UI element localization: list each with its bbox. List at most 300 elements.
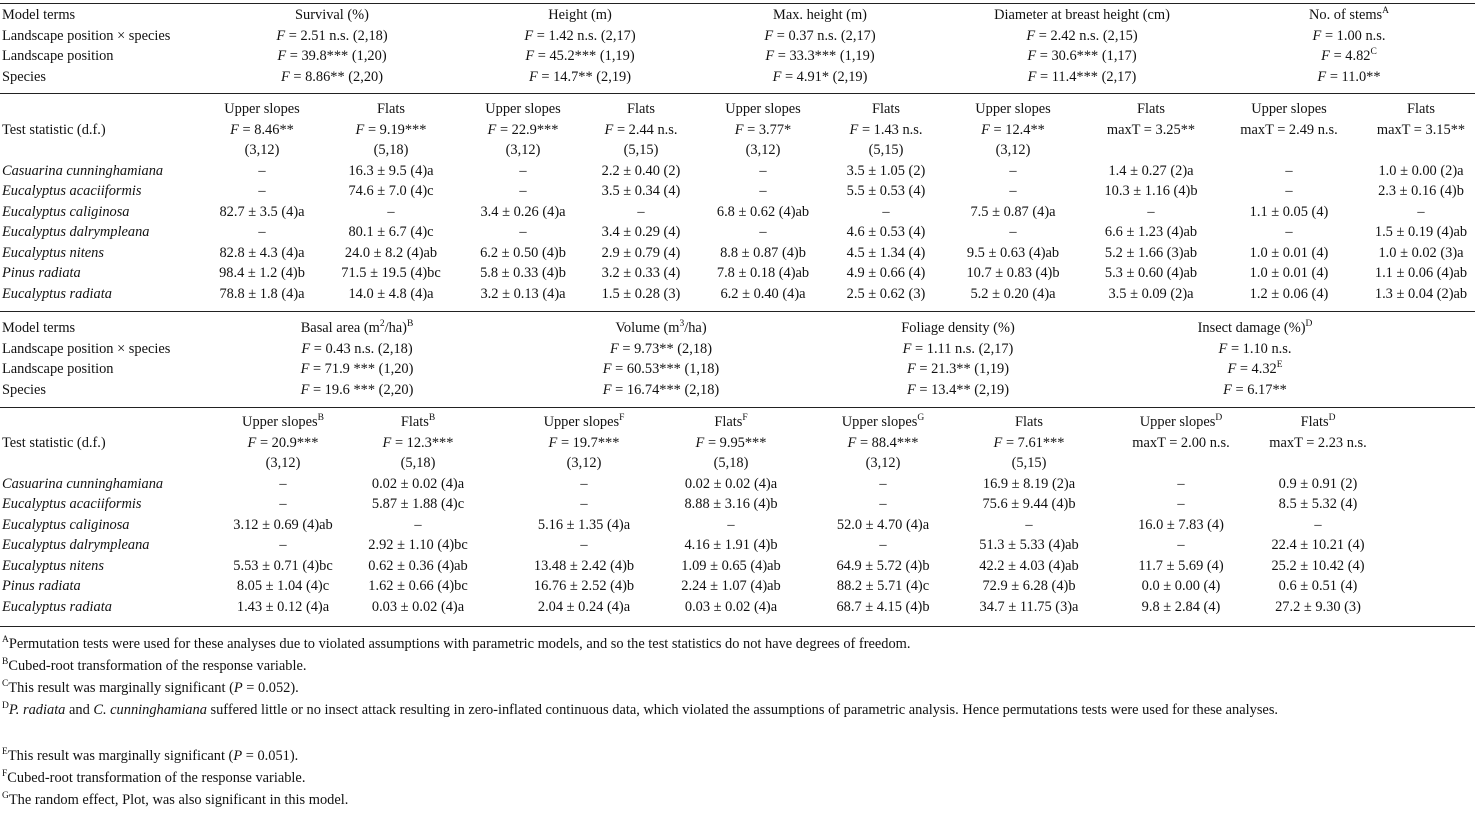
- table2-species-value-text: 0.03 ± 0.02 (4)a: [684, 598, 778, 615]
- table2-species-value: [1177, 494, 1184, 514]
- table1-footnote-mark: C: [1370, 47, 1377, 57]
- table1-model-column-header-text: Height (m): [548, 7, 612, 23]
- footnote-text: and: [65, 702, 94, 718]
- table2-test-statistic-label-text: Test statistic (d.f.): [2, 434, 106, 451]
- table2-test-statistic: [248, 433, 319, 453]
- table2-species-value: [837, 576, 929, 596]
- table2-species-value-text: 4.16 ± 1.91 (4)b: [684, 537, 778, 553]
- table2-species-value-text: 5.87 ± 1.88 (4)c: [371, 496, 465, 512]
- table1-model-term-text: Landscape position: [2, 48, 114, 64]
- table1-model-term-label: [2, 46, 114, 66]
- table1-species-value-text: –: [759, 162, 767, 179]
- table2-statistic-value: = 1.10 n.s.: [1227, 340, 1292, 357]
- table2-species-value-text: 16.0 ± 7.83 (4): [1138, 516, 1224, 533]
- table2-species-value: [980, 597, 1079, 617]
- table2-species-value: [534, 556, 634, 576]
- table1-degrees-of-freedom-text: (5,15): [623, 142, 659, 158]
- table1-species-name: [2, 161, 163, 181]
- table2-species-value: [837, 515, 929, 535]
- table1-model-column-header-text: Max. height (m): [773, 7, 867, 23]
- table2-statistic-value: = 19.6 *** (2,20): [309, 381, 414, 398]
- table2-species-value-text: –: [580, 537, 588, 553]
- table1-model-term-statistic: [529, 67, 631, 87]
- table1-species-value: [1009, 181, 1016, 201]
- table1-species-value-text: 1.0 ± 0.00 (2)a: [1378, 162, 1464, 179]
- table1-species-value: [602, 243, 681, 263]
- table1-species-value: [720, 243, 806, 263]
- table1-statistic-symbol: F: [280, 68, 290, 85]
- table2-species-value: [237, 576, 329, 596]
- table1-test-statistic-symbol: F: [487, 121, 497, 138]
- table1-model-term-statistic: [276, 26, 387, 46]
- table2-model-column-header-unit: /ha): [684, 320, 707, 336]
- footnote-mark: D: [2, 701, 9, 711]
- table1-species-value-text: –: [258, 224, 266, 240]
- table1-species-value-text: 7.8 ± 0.18 (4)ab: [716, 265, 810, 281]
- table1-species-value-text: 9.5 ± 0.63 (4)ab: [966, 244, 1060, 261]
- table2-model-term-label: [2, 380, 46, 400]
- table2-species-name: [2, 494, 142, 514]
- table2-model-terms-label: [2, 318, 75, 338]
- footnote-mark: E: [2, 747, 8, 757]
- table1-species-value: [1250, 243, 1329, 263]
- table1-position-column-header-text: Upper slopes: [224, 101, 300, 117]
- table2-species-value-text: 0.02 ± 0.02 (4)a: [684, 475, 778, 492]
- table2-test-statistic-symbol: F: [247, 434, 257, 451]
- table1-species-value-text: 78.8 ± 1.8 (4)a: [219, 285, 305, 302]
- table1-test-statistic-symbol: F: [355, 121, 365, 138]
- table2-test-statistic-symbol: F: [548, 434, 558, 451]
- table1-statistic-value: = 45.2*** (1,19): [534, 48, 635, 64]
- table1-species-value-text: 2.9 ± 0.79 (4): [601, 244, 681, 261]
- table1-model-term-statistic: [773, 67, 868, 87]
- table1-degrees-of-freedom: [506, 140, 541, 160]
- footnote-text: Cubed-root transformation of the response variable.: [8, 658, 307, 674]
- table2-model-column-header-text: Insect damage (%): [1197, 320, 1306, 336]
- table1-test-statistic-value: = 8.46**: [238, 121, 294, 138]
- table1-species-value-text: –: [1147, 203, 1155, 220]
- table1-species-value-text: 82.8 ± 4.3 (4)a: [219, 244, 305, 261]
- table1-species-value-text: 6.2 ± 0.50 (4)b: [480, 244, 566, 261]
- table2-species-value-text: 2.92 ± 1.10 (4)bc: [368, 537, 468, 553]
- table2-model-term-statistic: [610, 339, 712, 359]
- table2-model-term-statistic: [1227, 359, 1282, 379]
- table2-species-value: [1279, 474, 1358, 494]
- table1-statistic-value: = 1.42 n.s. (2,17): [533, 27, 636, 44]
- table2-species-name: [2, 576, 81, 596]
- table1-test-statistic: [1377, 120, 1465, 140]
- table2-statistic-value: = 0.43 n.s. (2,18): [310, 340, 413, 357]
- table2-species-name: [2, 556, 104, 576]
- table1-statistic-value: = 4.82: [1329, 48, 1371, 64]
- table2-species-value-text: 0.03 ± 0.02 (4)a: [371, 598, 465, 615]
- table1-statistic-symbol: F: [764, 27, 774, 44]
- table2-position-column-header: [1015, 412, 1043, 432]
- table1-species-value: [1250, 202, 1329, 222]
- table1-species-value: [602, 222, 681, 242]
- table2-position-column-header: [242, 412, 324, 432]
- table2-species-value: [879, 494, 886, 514]
- table2-test-statistic-value: = 7.61***: [1002, 434, 1065, 451]
- footnote-c: [2, 678, 1473, 698]
- table-bottom-rule: [0, 626, 1475, 627]
- table1-species-value: [1105, 222, 1197, 242]
- table2-footnote-mark: D: [1305, 319, 1313, 329]
- table2-species-value: [279, 535, 286, 555]
- table2-species-value-text: 25.2 ± 10.42 (4): [1271, 557, 1365, 574]
- table1-test-statistic-value: = 12.4**: [989, 121, 1045, 138]
- table1-species-value: [1378, 243, 1463, 263]
- table2-species-value: [237, 597, 329, 617]
- table1-statistic-value: = 1.00 n.s.: [1321, 27, 1386, 44]
- table2-statistic-symbol: F: [602, 361, 612, 377]
- table2-species-value: [1025, 515, 1032, 535]
- table1-position-column-header: [377, 99, 405, 119]
- table2-footnote-mark: F: [619, 413, 625, 423]
- table2-model-term-statistic: [301, 359, 414, 379]
- table1-species-value: [970, 202, 1055, 222]
- footnote-text: The random effect, Plot, was also significant in this model.: [8, 792, 349, 808]
- table1-species-value: [966, 263, 1059, 283]
- table1-species-value-text: 1.0 ± 0.01 (4): [1249, 244, 1329, 261]
- table2-statistic-value: = 21.3** (1,19): [915, 361, 1010, 377]
- table1-species-value-text: –: [1285, 183, 1293, 199]
- table1-species-value-text: 4.5 ± 1.34 (4): [846, 244, 926, 261]
- table1-test-statistic: [356, 120, 427, 140]
- table1-species-value: [847, 161, 926, 181]
- table2-position-column-header: [714, 412, 747, 432]
- table1-species-value: [348, 181, 433, 201]
- table2-test-statistic: [696, 433, 767, 453]
- table1-species-value-text: 4.9 ± 0.66 (4): [846, 265, 926, 281]
- table1-species-value: [1378, 161, 1463, 181]
- table2-species-value: [279, 494, 286, 514]
- table2-test-statistic: [1269, 433, 1366, 453]
- table2-species-value: [982, 576, 1075, 596]
- table1-test-statistic-value: maxT = 3.15**: [1376, 121, 1466, 138]
- table1-model-term-statistic: [1027, 46, 1136, 66]
- table1-position-column-header: [872, 99, 900, 119]
- table2-species-value-text: –: [727, 516, 735, 533]
- table1-model-term-label: [2, 67, 46, 87]
- table2-statistic-value: = 16.74*** (2,18): [611, 381, 720, 398]
- table1-statistic-symbol: F: [1026, 27, 1036, 44]
- table2-species-value-text: 27.2 ± 9.30 (3): [1275, 598, 1361, 615]
- table1-species-value: [348, 222, 433, 242]
- table2-model-term-statistic: [907, 359, 1009, 379]
- table1-model-column-header: [548, 5, 612, 25]
- table2-statistic-symbol: F: [1227, 361, 1237, 377]
- table1-statistic-value: = 0.37 n.s. (2,17): [773, 27, 876, 44]
- table1-species-value-text: 1.4 ± 0.27 (2)a: [1108, 162, 1194, 179]
- table1-statistic-value: = 39.8*** (1,20): [286, 48, 387, 64]
- table1-model-term-statistic: [1028, 67, 1137, 87]
- table2-species-value-text: 13.48 ± 2.42 (4)b: [533, 557, 635, 574]
- table2-position-column-header: [401, 412, 435, 432]
- table2-test-statistic-value: = 88.4***: [856, 434, 919, 451]
- table1-species-name-text: Eucalyptus acaciiformis: [2, 183, 142, 199]
- table2-species-value-text: –: [1177, 537, 1185, 553]
- footnote-a: [2, 634, 1473, 654]
- table2-species-value: [233, 515, 332, 535]
- table1-species-value: [602, 284, 681, 304]
- table1-model-term-statistic: [281, 67, 383, 87]
- table1-species-value-text: 7.5 ± 0.87 (4)a: [970, 203, 1056, 220]
- table2-statistic-symbol: F: [1223, 381, 1232, 398]
- table1-species-value-text: –: [519, 183, 527, 199]
- table1-species-value-text: 1.0 ± 0.02 (3)a: [1378, 244, 1464, 261]
- table1-position-column-header: [1137, 99, 1165, 119]
- table1-model-terms-label: [2, 5, 75, 25]
- footnote-mark: A: [2, 635, 9, 645]
- table2-species-value-text: 52.0 ± 4.70 (4)a: [836, 516, 930, 533]
- table2-position-column-header: [842, 412, 924, 432]
- table1-mid-rule: [0, 93, 1475, 94]
- table2-species-value-text: –: [580, 475, 588, 492]
- table1-species-value-text: 3.2 ± 0.13 (4)a: [480, 285, 566, 302]
- table2-test-statistic-symbol: F: [847, 434, 857, 451]
- table1-species-value-text: 10.7 ± 0.83 (4)b: [966, 265, 1060, 281]
- table2-species-value: [1279, 576, 1358, 596]
- table1-statistic-symbol: F: [1321, 48, 1330, 64]
- table2-degrees-of-freedom-text: (3,12): [566, 455, 602, 471]
- table1-species-value: [519, 161, 526, 181]
- table2-species-name: [2, 474, 163, 494]
- table1-species-value: [1378, 181, 1464, 201]
- table1-model-term-statistic: [1026, 26, 1137, 46]
- table1-model-column-header: [994, 5, 1170, 25]
- table2-species-value: [372, 494, 464, 514]
- table2-test-statistic: [848, 433, 919, 453]
- table2-test-statistic-symbol: F: [695, 434, 705, 451]
- table1-species-value-text: 6.6 ± 1.23 (4)ab: [1104, 224, 1198, 240]
- table1-position-column-header-text: Upper slopes: [975, 101, 1051, 117]
- table1-test-statistic-symbol: F: [604, 121, 614, 138]
- table2-statistic-symbol: F: [906, 381, 916, 398]
- table1-species-value-text: 2.2 ± 0.40 (2): [601, 162, 681, 179]
- table1-species-name: [2, 222, 149, 242]
- table1-test-statistic-value: = 3.77*: [743, 121, 792, 138]
- table1-species-value-text: –: [1285, 162, 1293, 179]
- table1-position-column-header: [1407, 99, 1435, 119]
- table2-model-term-statistic: [1219, 339, 1292, 359]
- table2-model-term-statistic: [603, 359, 719, 379]
- table2-species-value-text: –: [279, 475, 287, 492]
- table2-test-statistic-value: = 19.7***: [557, 434, 620, 451]
- table2-species-value: [982, 494, 1075, 514]
- table2-test-statistic-value: = 9.95***: [704, 434, 767, 451]
- footnote-mark: C: [2, 679, 9, 689]
- table1-species-value-text: –: [882, 203, 890, 220]
- table1-species-value-text: 1.5 ± 0.19 (4)ab: [1374, 224, 1468, 240]
- table2-degrees-of-freedom-text: (5,18): [713, 455, 749, 471]
- footnote-text: P: [233, 748, 243, 764]
- table2-species-value-text: –: [1177, 496, 1185, 512]
- table1-species-value: [759, 181, 766, 201]
- table2-species-value: [580, 494, 587, 514]
- table1-model-term-label: [2, 26, 170, 46]
- table1-species-value-text: 5.5 ± 0.53 (4): [846, 183, 926, 199]
- table1-statistic-symbol: F: [528, 68, 538, 85]
- footnote-mark: G: [2, 791, 9, 801]
- table2-footnote-mark: G: [917, 413, 925, 423]
- table2-model-term-text: Species: [2, 381, 46, 398]
- table1-species-name: [2, 202, 130, 222]
- table1-species-value-text: 4.6 ± 0.53 (4): [846, 224, 926, 240]
- table2-position-column-header-text: Flats: [400, 414, 429, 430]
- table1-statistic-symbol: F: [525, 48, 535, 64]
- table2-degrees-of-freedom: [266, 453, 301, 473]
- table1-species-value: [345, 243, 437, 263]
- table1-species-value: [1250, 263, 1329, 283]
- table2-species-value: [879, 535, 886, 555]
- table2-position-column-header: [1301, 412, 1336, 432]
- table1-test-statistic-symbol: F: [230, 121, 239, 138]
- table1-position-column-header: [975, 99, 1051, 119]
- table1-species-value: [847, 263, 926, 283]
- table1-species-name-text: Eucalyptus nitens: [2, 244, 104, 261]
- table1-species-value: [759, 222, 766, 242]
- footnote-text: This result was marginally significant (: [7, 748, 234, 764]
- table2-species-value-text: 75.6 ± 9.44 (4)b: [982, 496, 1076, 512]
- table2-species-value-text: 68.7 ± 4.15 (4)b: [836, 598, 930, 615]
- table2-test-statistic-value: = 12.3***: [391, 434, 454, 451]
- table1-species-value-text: –: [637, 203, 645, 220]
- table2-model-term-statistic: [903, 339, 1014, 359]
- table2-species-name: [2, 597, 112, 617]
- table2-species-value: [534, 576, 634, 596]
- table2-species-value-text: 0.62 ± 0.36 (4)ab: [368, 557, 468, 574]
- table1-species-value-text: –: [759, 183, 767, 199]
- table2-species-value-text: –: [414, 516, 422, 533]
- table1-species-value: [1009, 161, 1016, 181]
- table1-species-value: [348, 284, 433, 304]
- table2-species-value-text: 51.3 ± 5.33 (4)ab: [979, 537, 1079, 553]
- table1-degrees-of-freedom-text: (3,12): [244, 142, 280, 158]
- table1-species-value-text: 1.1 ± 0.05 (4): [1249, 203, 1329, 220]
- table1-species-value: [1105, 263, 1197, 283]
- table2-statistic-symbol: F: [1218, 340, 1228, 357]
- table2-model-term-statistic: [1223, 380, 1287, 400]
- table1-species-value: [970, 284, 1055, 304]
- table2-position-column-header-text: Flats: [1300, 414, 1329, 430]
- table2-species-value-text: 9.8 ± 2.84 (4): [1141, 598, 1221, 615]
- footnote-mark: B: [2, 657, 9, 667]
- table2-degrees-of-freedom-text: (3,12): [265, 455, 301, 471]
- table2-species-value-text: –: [279, 496, 287, 512]
- table1-position-column-header: [485, 99, 561, 119]
- footnote-mark: F: [2, 769, 8, 779]
- table2-species-value: [580, 474, 587, 494]
- table2-species-value: [685, 474, 777, 494]
- table1-degrees-of-freedom: [245, 140, 280, 160]
- table2-statistic-value: = 6.17**: [1231, 381, 1287, 398]
- table1-test-statistic: [735, 120, 792, 140]
- table1-species-name: [2, 243, 104, 263]
- table1-species-name-text: Eucalyptus radiata: [2, 285, 112, 302]
- table2-species-name-text: Pinus radiata: [2, 578, 81, 594]
- table1-species-value-text: 3.2 ± 0.33 (4): [601, 265, 681, 281]
- table1-species-value-text: 2.3 ± 0.16 (4)b: [1378, 183, 1464, 199]
- table1-test-statistic-value: maxT = 3.25**: [1106, 121, 1196, 138]
- table1-position-column-header: [627, 99, 655, 119]
- table1-species-name: [2, 263, 81, 283]
- table1-position-column-header-text: Upper slopes: [725, 101, 801, 117]
- table1-position-column-header: [725, 99, 801, 119]
- table1-statistic-symbol: F: [1027, 48, 1037, 64]
- table2-statistic-symbol: F: [602, 381, 612, 398]
- table2-test-statistic-symbol: F: [382, 434, 392, 451]
- table1-species-value: [258, 222, 265, 242]
- table2-species-value-text: 72.9 ± 6.28 (4)b: [982, 578, 1076, 594]
- table1-statistic-symbol: F: [1027, 68, 1037, 85]
- table2-species-name-text: Eucalyptus radiata: [2, 598, 112, 615]
- table1-species-value: [480, 284, 565, 304]
- table2-degrees-of-freedom: [866, 453, 901, 473]
- table1-species-value-text: –: [1009, 224, 1017, 240]
- table1-degrees-of-freedom-text: (3,12): [745, 142, 781, 158]
- table1-species-value-text: –: [258, 162, 266, 179]
- table2-footnote-mark: B: [428, 413, 436, 423]
- table1-species-value: [219, 263, 305, 283]
- table1-species-value-text: 1.0 ± 0.01 (4): [1249, 265, 1329, 281]
- table1-degrees-of-freedom-text: (5,15): [868, 142, 904, 158]
- table1-species-value-text: –: [519, 224, 527, 240]
- table-top-rule: [0, 3, 1475, 4]
- table2-species-value-text: 42.2 ± 4.03 (4)ab: [979, 557, 1079, 574]
- table1-test-statistic-value: = 1.43 n.s.: [858, 121, 923, 138]
- table2-species-value: [368, 535, 467, 555]
- table1-degrees-of-freedom-text: (3,12): [995, 142, 1031, 158]
- table1-species-value: [1009, 222, 1016, 242]
- table1-model-column-header: [773, 5, 867, 25]
- table1-statistic-symbol: F: [1312, 27, 1322, 44]
- table1-species-value: [1375, 284, 1467, 304]
- table2-species-name-text: Eucalyptus dalrympleana: [2, 537, 150, 553]
- table1-statistic-value: = 11.0**: [1326, 68, 1381, 85]
- table2-species-name-text: Casuarina cunninghamiana: [2, 475, 164, 492]
- table1-footnote-mark: A: [1382, 6, 1390, 16]
- table1-degrees-of-freedom: [374, 140, 409, 160]
- table1-species-value: [759, 161, 766, 181]
- table2-test-statistic: [1132, 433, 1229, 453]
- footnote-f: [2, 768, 1473, 788]
- table2-species-value: [1279, 494, 1358, 514]
- table1-degrees-of-freedom-text: (3,12): [505, 142, 541, 158]
- table2-position-column-header-text: Upper slopes: [841, 414, 918, 430]
- table1-model-term-statistic: [525, 46, 634, 66]
- table2-degrees-of-freedom: [401, 453, 436, 473]
- table2-model-column-header-text: Volume (m: [615, 320, 680, 336]
- table2-species-value: [681, 576, 780, 596]
- table1-species-name: [2, 181, 142, 201]
- table2-species-value-text: 1.09 ± 0.65 (4)ab: [681, 557, 781, 574]
- table2-test-statistic-symbol: F: [993, 434, 1003, 451]
- table1-species-value-text: 8.8 ± 0.87 (4)b: [720, 244, 806, 261]
- table2-species-value-text: 11.7 ± 5.69 (4): [1138, 557, 1224, 574]
- table1-species-value: [720, 284, 805, 304]
- table1-position-column-header-text: Flats: [377, 101, 405, 117]
- table2-species-name: [2, 515, 130, 535]
- table1-species-value-text: 3.4 ± 0.26 (4)a: [480, 203, 566, 220]
- table2-species-value-text: 16.9 ± 8.19 (2)a: [982, 475, 1076, 492]
- table2-species-value-text: 0.9 ± 0.91 (2): [1278, 475, 1358, 492]
- table1-species-value: [602, 181, 681, 201]
- table1-species-value-text: 5.3 ± 0.60 (4)ab: [1104, 265, 1198, 281]
- table2-species-value-text: 8.88 ± 3.16 (4)b: [684, 496, 778, 512]
- table2-test-statistic: [549, 433, 620, 453]
- table1-species-value: [1375, 263, 1467, 283]
